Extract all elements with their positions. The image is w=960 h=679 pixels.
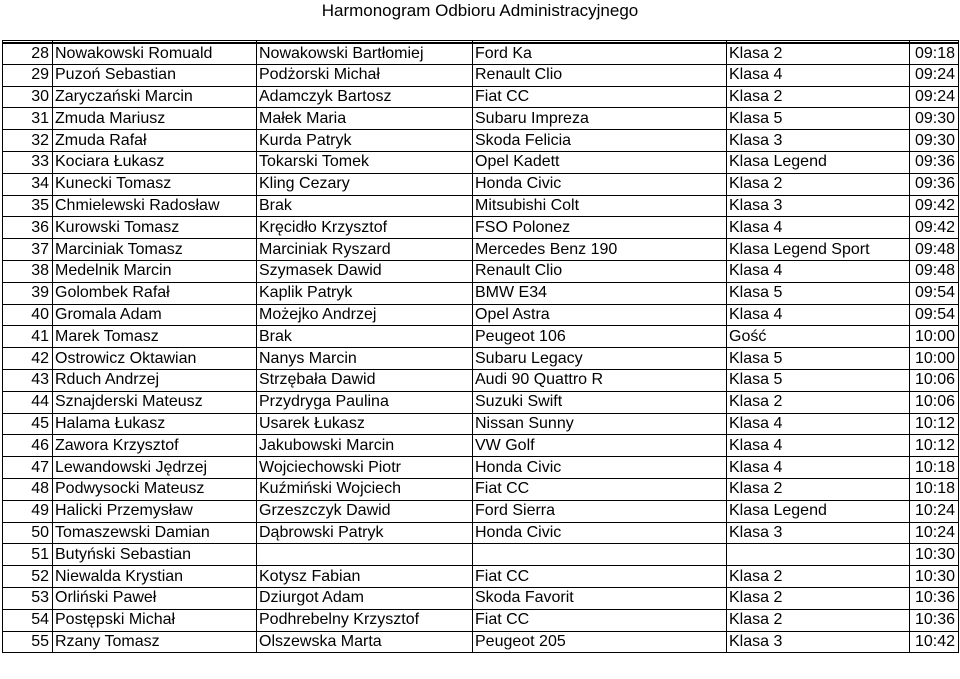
class-cell: Klasa 4 <box>727 260 910 282</box>
driver-cell: Halicki Przemysław <box>53 500 257 522</box>
time-cell: 10:24 <box>910 522 959 544</box>
driver-cell: Sznajderski Mateusz <box>53 391 257 413</box>
start-number-cell: 46 <box>3 435 53 457</box>
table-row <box>3 239 959 261</box>
table-row <box>3 130 959 152</box>
class-cell: Gość <box>727 326 910 348</box>
table-row <box>3 522 959 544</box>
table-row <box>3 173 959 195</box>
car-cell: Fiat CC <box>473 566 727 588</box>
driver-cell: Postępski Michał <box>53 609 257 631</box>
pilot-cell: Jakubowski Marcin <box>257 435 473 457</box>
driver-cell: Zawora Krzysztof <box>53 435 257 457</box>
pilot-cell: Kaplik Patryk <box>257 282 473 304</box>
pilot-cell: Grzeszczyk Dawid <box>257 500 473 522</box>
driver-cell: Chmielewski Radosław <box>53 195 257 217</box>
driver-cell: Kociara Łukasz <box>53 151 257 173</box>
pilot-cell: Brak <box>257 326 473 348</box>
pilot-cell: Szymasek Dawid <box>257 260 473 282</box>
car-cell: Honda Civic <box>473 457 727 479</box>
pilot-cell: Podhrebelny Krzysztof <box>257 609 473 631</box>
class-cell: Klasa 2 <box>727 86 910 108</box>
driver-cell: Halama Łukasz <box>53 413 257 435</box>
pilot-cell: Adamczyk Bartosz <box>257 86 473 108</box>
time-cell: 09:24 <box>910 86 959 108</box>
car-cell: Honda Civic <box>473 522 727 544</box>
time-cell: 09:48 <box>910 239 959 261</box>
pilot-cell: Przydryga Paulina <box>257 391 473 413</box>
pilot-cell <box>257 544 473 566</box>
pilot-cell: Możejko Andrzej <box>257 304 473 326</box>
time-cell: 10:06 <box>910 391 959 413</box>
class-cell: Klasa 4 <box>727 457 910 479</box>
time-cell: 09:48 <box>910 260 959 282</box>
class-cell: Klasa 4 <box>727 217 910 239</box>
table-row <box>3 631 959 653</box>
class-cell: Klasa 4 <box>727 435 910 457</box>
document-title: Harmonogram Odbioru Administracyjnego <box>321 1 639 20</box>
car-cell: VW Golf <box>473 435 727 457</box>
driver-cell: Gromala Adam <box>53 304 257 326</box>
pilot-cell: Kling Cezary <box>257 173 473 195</box>
table-row <box>3 413 959 435</box>
class-cell: Klasa 5 <box>727 108 910 130</box>
driver-cell: Niewalda Krystian <box>53 566 257 588</box>
class-cell: Klasa 4 <box>727 64 910 86</box>
driver-cell: Kurowski Tomasz <box>53 217 257 239</box>
car-cell: FSO Polonez <box>473 217 727 239</box>
time-cell: 10:24 <box>910 500 959 522</box>
time-cell: 10:18 <box>910 478 959 500</box>
class-cell: Klasa 2 <box>727 478 910 500</box>
table-row <box>3 566 959 588</box>
class-cell: Klasa 2 <box>727 566 910 588</box>
driver-cell: Orliński Paweł <box>53 587 257 609</box>
driver-cell: Kunecki Tomasz <box>53 173 257 195</box>
time-cell: 09:18 <box>910 43 959 65</box>
car-cell: Fiat CC <box>473 478 727 500</box>
class-cell: Klasa 5 <box>727 369 910 391</box>
class-cell: Klasa 2 <box>727 587 910 609</box>
table-row <box>3 282 959 304</box>
start-number-cell: 41 <box>3 326 53 348</box>
start-number-cell: 48 <box>3 478 53 500</box>
table-row <box>3 348 959 370</box>
car-cell: Subaru Legacy <box>473 348 727 370</box>
start-number-cell: 32 <box>3 130 53 152</box>
time-cell: 09:24 <box>910 64 959 86</box>
start-number-cell: 29 <box>3 64 53 86</box>
table-row <box>3 457 959 479</box>
class-cell: Klasa 5 <box>727 348 910 370</box>
car-cell: Opel Kadett <box>473 151 727 173</box>
driver-cell: Zmuda Mariusz <box>53 108 257 130</box>
time-cell: 10:00 <box>910 348 959 370</box>
car-cell: Peugeot 106 <box>473 326 727 348</box>
start-number-cell: 40 <box>3 304 53 326</box>
pilot-cell: Nanys Marcin <box>257 348 473 370</box>
car-cell: Skoda Favorit <box>473 587 727 609</box>
car-cell: Mitsubishi Colt <box>473 195 727 217</box>
time-cell: 09:42 <box>910 195 959 217</box>
class-cell: Klasa 5 <box>727 282 910 304</box>
pilot-cell: Tokarski Tomek <box>257 151 473 173</box>
table-row <box>3 478 959 500</box>
car-cell: Ford Sierra <box>473 500 727 522</box>
pilot-cell: Olszewska Marta <box>257 631 473 653</box>
driver-cell: Rduch Andrzej <box>53 369 257 391</box>
driver-cell: Rzany Tomasz <box>53 631 257 653</box>
time-cell: 10:00 <box>910 326 959 348</box>
car-cell: Fiat CC <box>473 86 727 108</box>
start-number-cell: 31 <box>3 108 53 130</box>
table-row <box>3 369 959 391</box>
time-cell: 09:36 <box>910 173 959 195</box>
car-cell: Nissan Sunny <box>473 413 727 435</box>
start-number-cell: 43 <box>3 369 53 391</box>
time-cell: 10:12 <box>910 413 959 435</box>
class-cell: Klasa 3 <box>727 195 910 217</box>
time-cell: 09:42 <box>910 217 959 239</box>
class-cell: Klasa 4 <box>727 413 910 435</box>
car-cell: Ford Ka <box>473 43 727 65</box>
class-cell: Klasa 3 <box>727 631 910 653</box>
time-cell: 10:12 <box>910 435 959 457</box>
time-cell: 09:54 <box>910 304 959 326</box>
driver-cell: Ostrowicz Oktawian <box>53 348 257 370</box>
time-cell: 10:36 <box>910 609 959 631</box>
pilot-cell: Kotysz Fabian <box>257 566 473 588</box>
start-number-cell: 30 <box>3 86 53 108</box>
table-row <box>3 544 959 566</box>
start-number-cell: 42 <box>3 348 53 370</box>
car-cell: Peugeot 205 <box>473 631 727 653</box>
start-number-cell: 35 <box>3 195 53 217</box>
class-cell <box>727 544 910 566</box>
table-row <box>3 151 959 173</box>
table-row <box>3 64 959 86</box>
pilot-cell: Dąbrowski Patryk <box>257 522 473 544</box>
class-cell: Klasa 2 <box>727 391 910 413</box>
time-cell: 09:30 <box>910 108 959 130</box>
pilot-cell: Dziurgot Adam <box>257 587 473 609</box>
driver-cell: Zaryczański Marcin <box>53 86 257 108</box>
driver-cell: Nowakowski Romuald <box>53 43 257 65</box>
driver-cell: Podwysocki Mateusz <box>53 478 257 500</box>
time-cell: 10:42 <box>910 631 959 653</box>
schedule-table <box>2 40 959 653</box>
pilot-cell: Brak <box>257 195 473 217</box>
driver-cell: Marciniak Tomasz <box>53 239 257 261</box>
table-row <box>3 43 959 65</box>
time-cell: 10:30 <box>910 544 959 566</box>
pilot-cell: Podżorski Michał <box>257 64 473 86</box>
class-cell: Klasa 3 <box>727 130 910 152</box>
start-number-cell: 49 <box>3 500 53 522</box>
car-cell: Subaru Impreza <box>473 108 727 130</box>
pilot-cell: Nowakowski Bartłomiej <box>257 43 473 65</box>
class-cell: Klasa Legend Sport <box>727 239 910 261</box>
time-cell: 09:30 <box>910 130 959 152</box>
time-cell: 10:18 <box>910 457 959 479</box>
car-cell: Fiat CC <box>473 609 727 631</box>
driver-cell: Lewandowski Jędrzej <box>53 457 257 479</box>
table-row <box>3 86 959 108</box>
time-cell: 10:06 <box>910 369 959 391</box>
pilot-cell: Kręcidło Krzysztof <box>257 217 473 239</box>
car-cell: Renault Clio <box>473 260 727 282</box>
start-number-cell: 52 <box>3 566 53 588</box>
pilot-cell: Usarek Łukasz <box>257 413 473 435</box>
time-cell: 09:54 <box>910 282 959 304</box>
time-cell: 10:36 <box>910 587 959 609</box>
car-cell <box>473 544 727 566</box>
table-row <box>3 260 959 282</box>
start-number-cell: 39 <box>3 282 53 304</box>
class-cell: Klasa Legend <box>727 500 910 522</box>
table-row <box>3 108 959 130</box>
table-row <box>3 500 959 522</box>
start-number-cell: 45 <box>3 413 53 435</box>
start-number-cell: 36 <box>3 217 53 239</box>
time-cell: 10:30 <box>910 566 959 588</box>
car-cell: Renault Clio <box>473 64 727 86</box>
car-cell: Skoda Felicia <box>473 130 727 152</box>
time-cell: 09:36 <box>910 151 959 173</box>
pilot-cell: Kurda Patryk <box>257 130 473 152</box>
driver-cell: Marek Tomasz <box>53 326 257 348</box>
start-number-cell: 55 <box>3 631 53 653</box>
car-cell: Mercedes Benz 190 <box>473 239 727 261</box>
driver-cell: Medelnik Marcin <box>53 260 257 282</box>
start-number-cell: 51 <box>3 544 53 566</box>
driver-cell: Tomaszewski Damian <box>53 522 257 544</box>
table-row <box>3 587 959 609</box>
table-row <box>3 304 959 326</box>
table-row <box>3 391 959 413</box>
driver-cell: Puzoń Sebastian <box>53 64 257 86</box>
driver-cell: Golombek Rafał <box>53 282 257 304</box>
pilot-cell: Strzębała Dawid <box>257 369 473 391</box>
start-number-cell: 34 <box>3 173 53 195</box>
start-number-cell: 38 <box>3 260 53 282</box>
table-row <box>3 195 959 217</box>
class-cell: Klasa 3 <box>727 522 910 544</box>
start-number-cell: 28 <box>3 43 53 65</box>
schedule-body <box>3 41 959 653</box>
start-number-cell: 47 <box>3 457 53 479</box>
pilot-cell: Wojciechowski Piotr <box>257 457 473 479</box>
car-cell: Opel Astra <box>473 304 727 326</box>
class-cell: Klasa 4 <box>727 304 910 326</box>
table-row <box>3 435 959 457</box>
start-number-cell: 54 <box>3 609 53 631</box>
driver-cell: Zmuda Rafał <box>53 130 257 152</box>
start-number-cell: 37 <box>3 239 53 261</box>
table-row <box>3 326 959 348</box>
car-cell: Audi 90 Quattro R <box>473 369 727 391</box>
pilot-cell: Małek Maria <box>257 108 473 130</box>
car-cell: Honda Civic <box>473 173 727 195</box>
car-cell: Suzuki Swift <box>473 391 727 413</box>
table-row <box>3 217 959 239</box>
pilot-cell: Marciniak Ryszard <box>257 239 473 261</box>
start-number-cell: 44 <box>3 391 53 413</box>
start-number-cell: 50 <box>3 522 53 544</box>
start-number-cell: 53 <box>3 587 53 609</box>
table-row <box>3 609 959 631</box>
start-number-cell: 33 <box>3 151 53 173</box>
car-cell: BMW E34 <box>473 282 727 304</box>
class-cell: Klasa Legend <box>727 151 910 173</box>
class-cell: Klasa 2 <box>727 173 910 195</box>
class-cell: Klasa 2 <box>727 609 910 631</box>
pilot-cell: Kuźmiński Wojciech <box>257 478 473 500</box>
driver-cell: Butyński Sebastian <box>53 544 257 566</box>
class-cell: Klasa 2 <box>727 43 910 65</box>
